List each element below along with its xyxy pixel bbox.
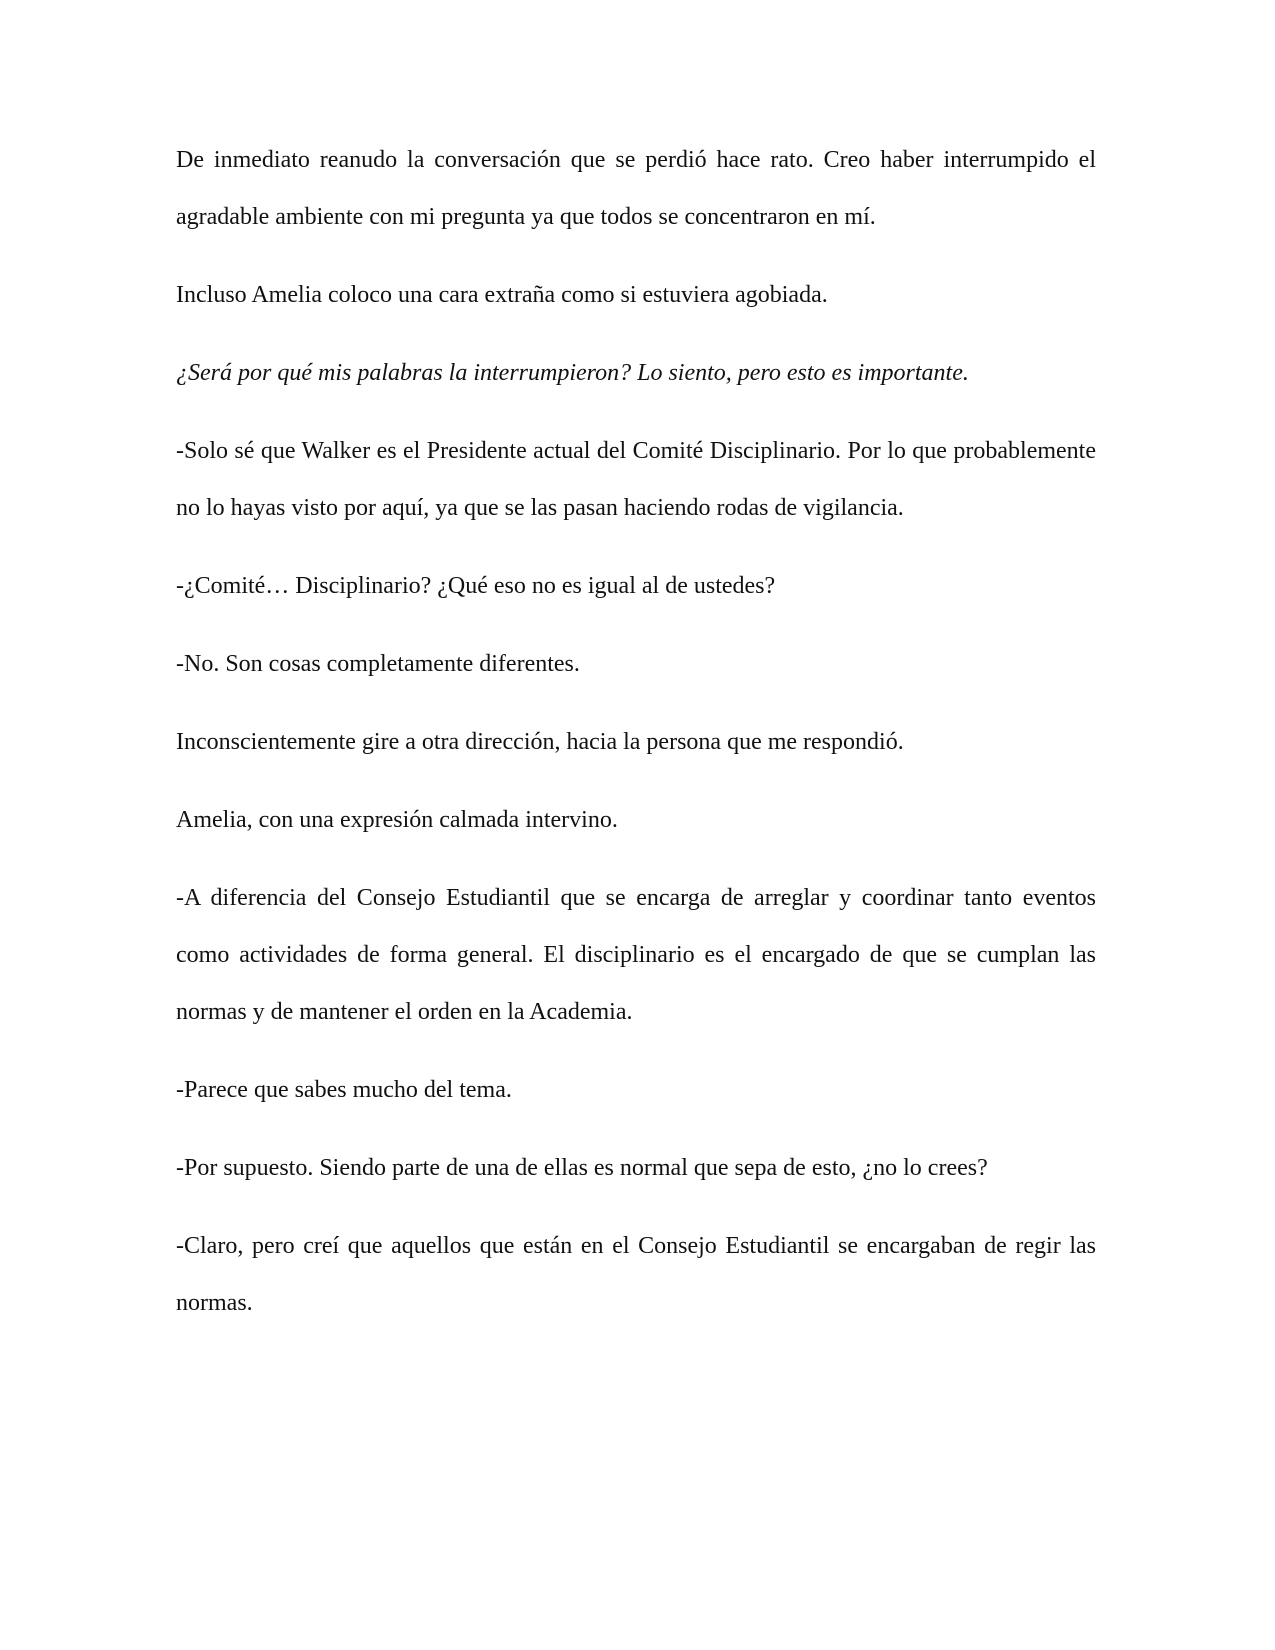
paragraph-11-dialogue: -Por supuesto. Siendo parte de una de ellas es normal que sepa de esto, ¿no lo crees? [176, 1155, 988, 1181]
paragraph-2: Incluso Amelia coloco una cara extraña como si estuviera agobiada. [176, 282, 828, 308]
paragraph-8: Amelia, con una expresión calmada intervino. [176, 807, 618, 833]
paragraph-5-dialogue: -¿Comité… Disciplinario? ¿Qué eso no es igual al de ustedes? [176, 573, 776, 599]
paragraph-6-dialogue: -No. Son cosas completamente diferentes. [176, 651, 580, 677]
paragraph-12-dialogue: -Claro, pero creí que aquellos que están en el Consejo Estudiantil se encargaban de regir las normas. [176, 1233, 1096, 1316]
paragraph-3-thought: ¿Será por qué mis palabras la interrumpieron? Lo siento, pero esto es importante. [176, 360, 969, 386]
paragraph-1: De inmediato reanudo la conversación que se perdió hace rato. Creo haber interrumpido el agradable ambiente con mi pregunta ya que todos se concentraron en mí. [176, 147, 1096, 230]
paragraph-7: Inconscientemente gire a otra dirección, hacia la persona que me respondió. [176, 729, 904, 755]
paragraph-10-dialogue: -Parece que sabes mucho del tema. [176, 1077, 512, 1103]
paragraph-9-dialogue: -A diferencia del Consejo Estudiantil que se encarga de arreglar y coordinar tanto eventos como actividades de forma general. El disciplinario es el encargado de que se cumplan las normas y de mantener el orden en la Academia. [176, 885, 1096, 1025]
paragraph-4-dialogue: -Solo sé que Walker es el Presidente actual del Comité Disciplinario. Por lo que probablemente no lo hayas visto por aquí, ya que se las pasan haciendo rodas de vigilancia. [176, 438, 1096, 521]
document-page [176, 132, 1096, 1353]
